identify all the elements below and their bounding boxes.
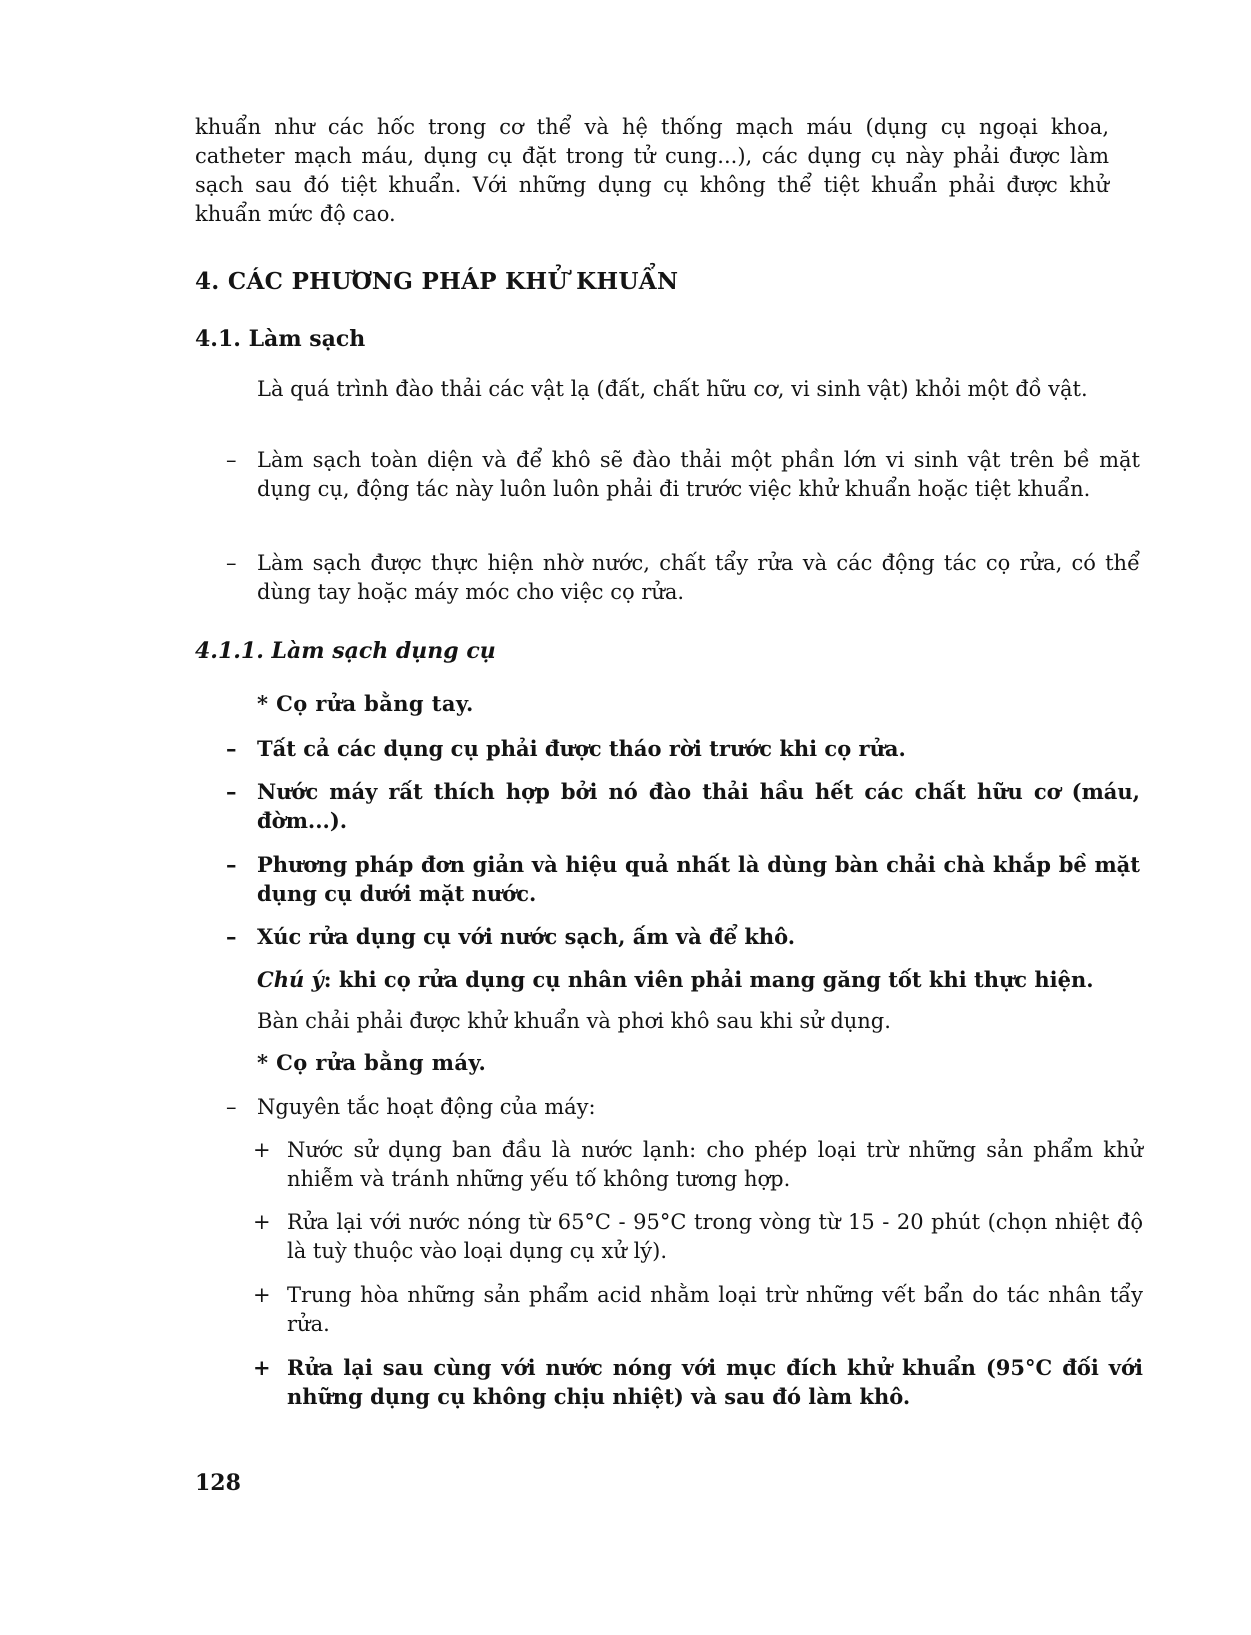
machine-step-4: + Rửa lại sau cùng với nước nóng với mục đích khử khuẩn (95°C đối với những dụng cụ không chịu nhiệt) và sau đó làm khô. <box>253 1353 1143 1411</box>
note-text: : khi cọ rửa dụng cụ nhân viên phải mang găng tốt khi thực hiện. <box>323 967 1094 992</box>
page-number: 128 <box>195 1470 241 1496</box>
hand-bullet-1: – Tất cả các dụng cụ phải được tháo rời trước khi cọ rửa. <box>226 734 1140 763</box>
intro-paragraph: khuẩn như các hốc trong cơ thể và hệ thống mạch máu (dụng cụ ngoại khoa, catheter mạch máu, dụng cụ đặt trong tử cung...), các dụng cụ này phải được làm sạch sau đó tiệt khuẩn. Với những dụng cụ không thể tiệt khuẩn phải được khử khuẩn mức độ cao. <box>195 115 1109 226</box>
hand-bullet-2: – Nước máy rất thích hợp bởi nó đào thải hầu hết các chất hữu cơ (máu, đờm...). <box>226 777 1140 835</box>
machine-step-3: + Trung hòa những sản phẩm acid nhằm loại trừ những vết bẩn do tác nhân tẩy rửa. <box>253 1281 1143 1339</box>
hand-bullet-4: – Xúc rửa dụng cụ với nước sạch, ấm và để khô. <box>226 922 1140 951</box>
brush-paragraph: Bàn chải phải được khử khuẩn và phơi khô sau khi sử dụng. <box>257 1009 891 1033</box>
machine-wash-heading: * Cọ rửa bằng máy. <box>257 1050 487 1075</box>
machine-step-1: + Nước sử dụng ban đầu là nước lạnh: cho phép loại trừ những sản phẩm khử nhiễm và tránh những yếu tố không tương hợp. <box>253 1136 1143 1194</box>
cleaning-bullet-2: – Làm sạch được thực hiện nhờ nước, chất tẩy rửa và các động tác cọ rửa, có thể dùng tay hoặc máy móc cho việc cọ rửa. <box>226 549 1140 607</box>
note-label: Chú ý <box>257 967 324 992</box>
cleaning-bullet-1: – Làm sạch toàn diện và để khô sẽ đào thải một phần lớn vi sinh vật trên bề mặt dụng cụ, động tác này luôn luôn phải đi trước việc khử khuẩn hoặc tiệt khuẩn. <box>226 446 1140 504</box>
subsection-heading: 4.1. Làm sạch <box>195 326 366 352</box>
machine-step-2: + Rửa lại với nước nóng từ 65°C - 95°C trong vòng từ 15 - 20 phút (chọn nhiệt độ là tuỳ thuộc vào loại dụng cụ xử lý). <box>253 1208 1143 1266</box>
section-heading: 4. CÁC PHƯƠNG PHÁP KHỬ KHUẨN <box>195 268 679 295</box>
note-paragraph <box>257 965 1109 995</box>
definition-paragraph: Là quá trình đào thải các vật lạ (đất, chất hữu cơ, vi sinh vật) khỏi một đồ vật. <box>257 377 1088 401</box>
machine-bullet: – Nguyên tắc hoạt động của máy: <box>226 1093 1140 1122</box>
hand-wash-heading: * Cọ rửa bằng tay. <box>257 691 474 716</box>
subsubsection-heading: 4.1.1. Làm sạch dụng cụ <box>195 638 496 664</box>
hand-bullet-3: – Phương pháp đơn giản và hiệu quả nhất là dùng bàn chải chà khắp bề mặt dụng cụ dưới mặt nước. <box>226 850 1140 908</box>
